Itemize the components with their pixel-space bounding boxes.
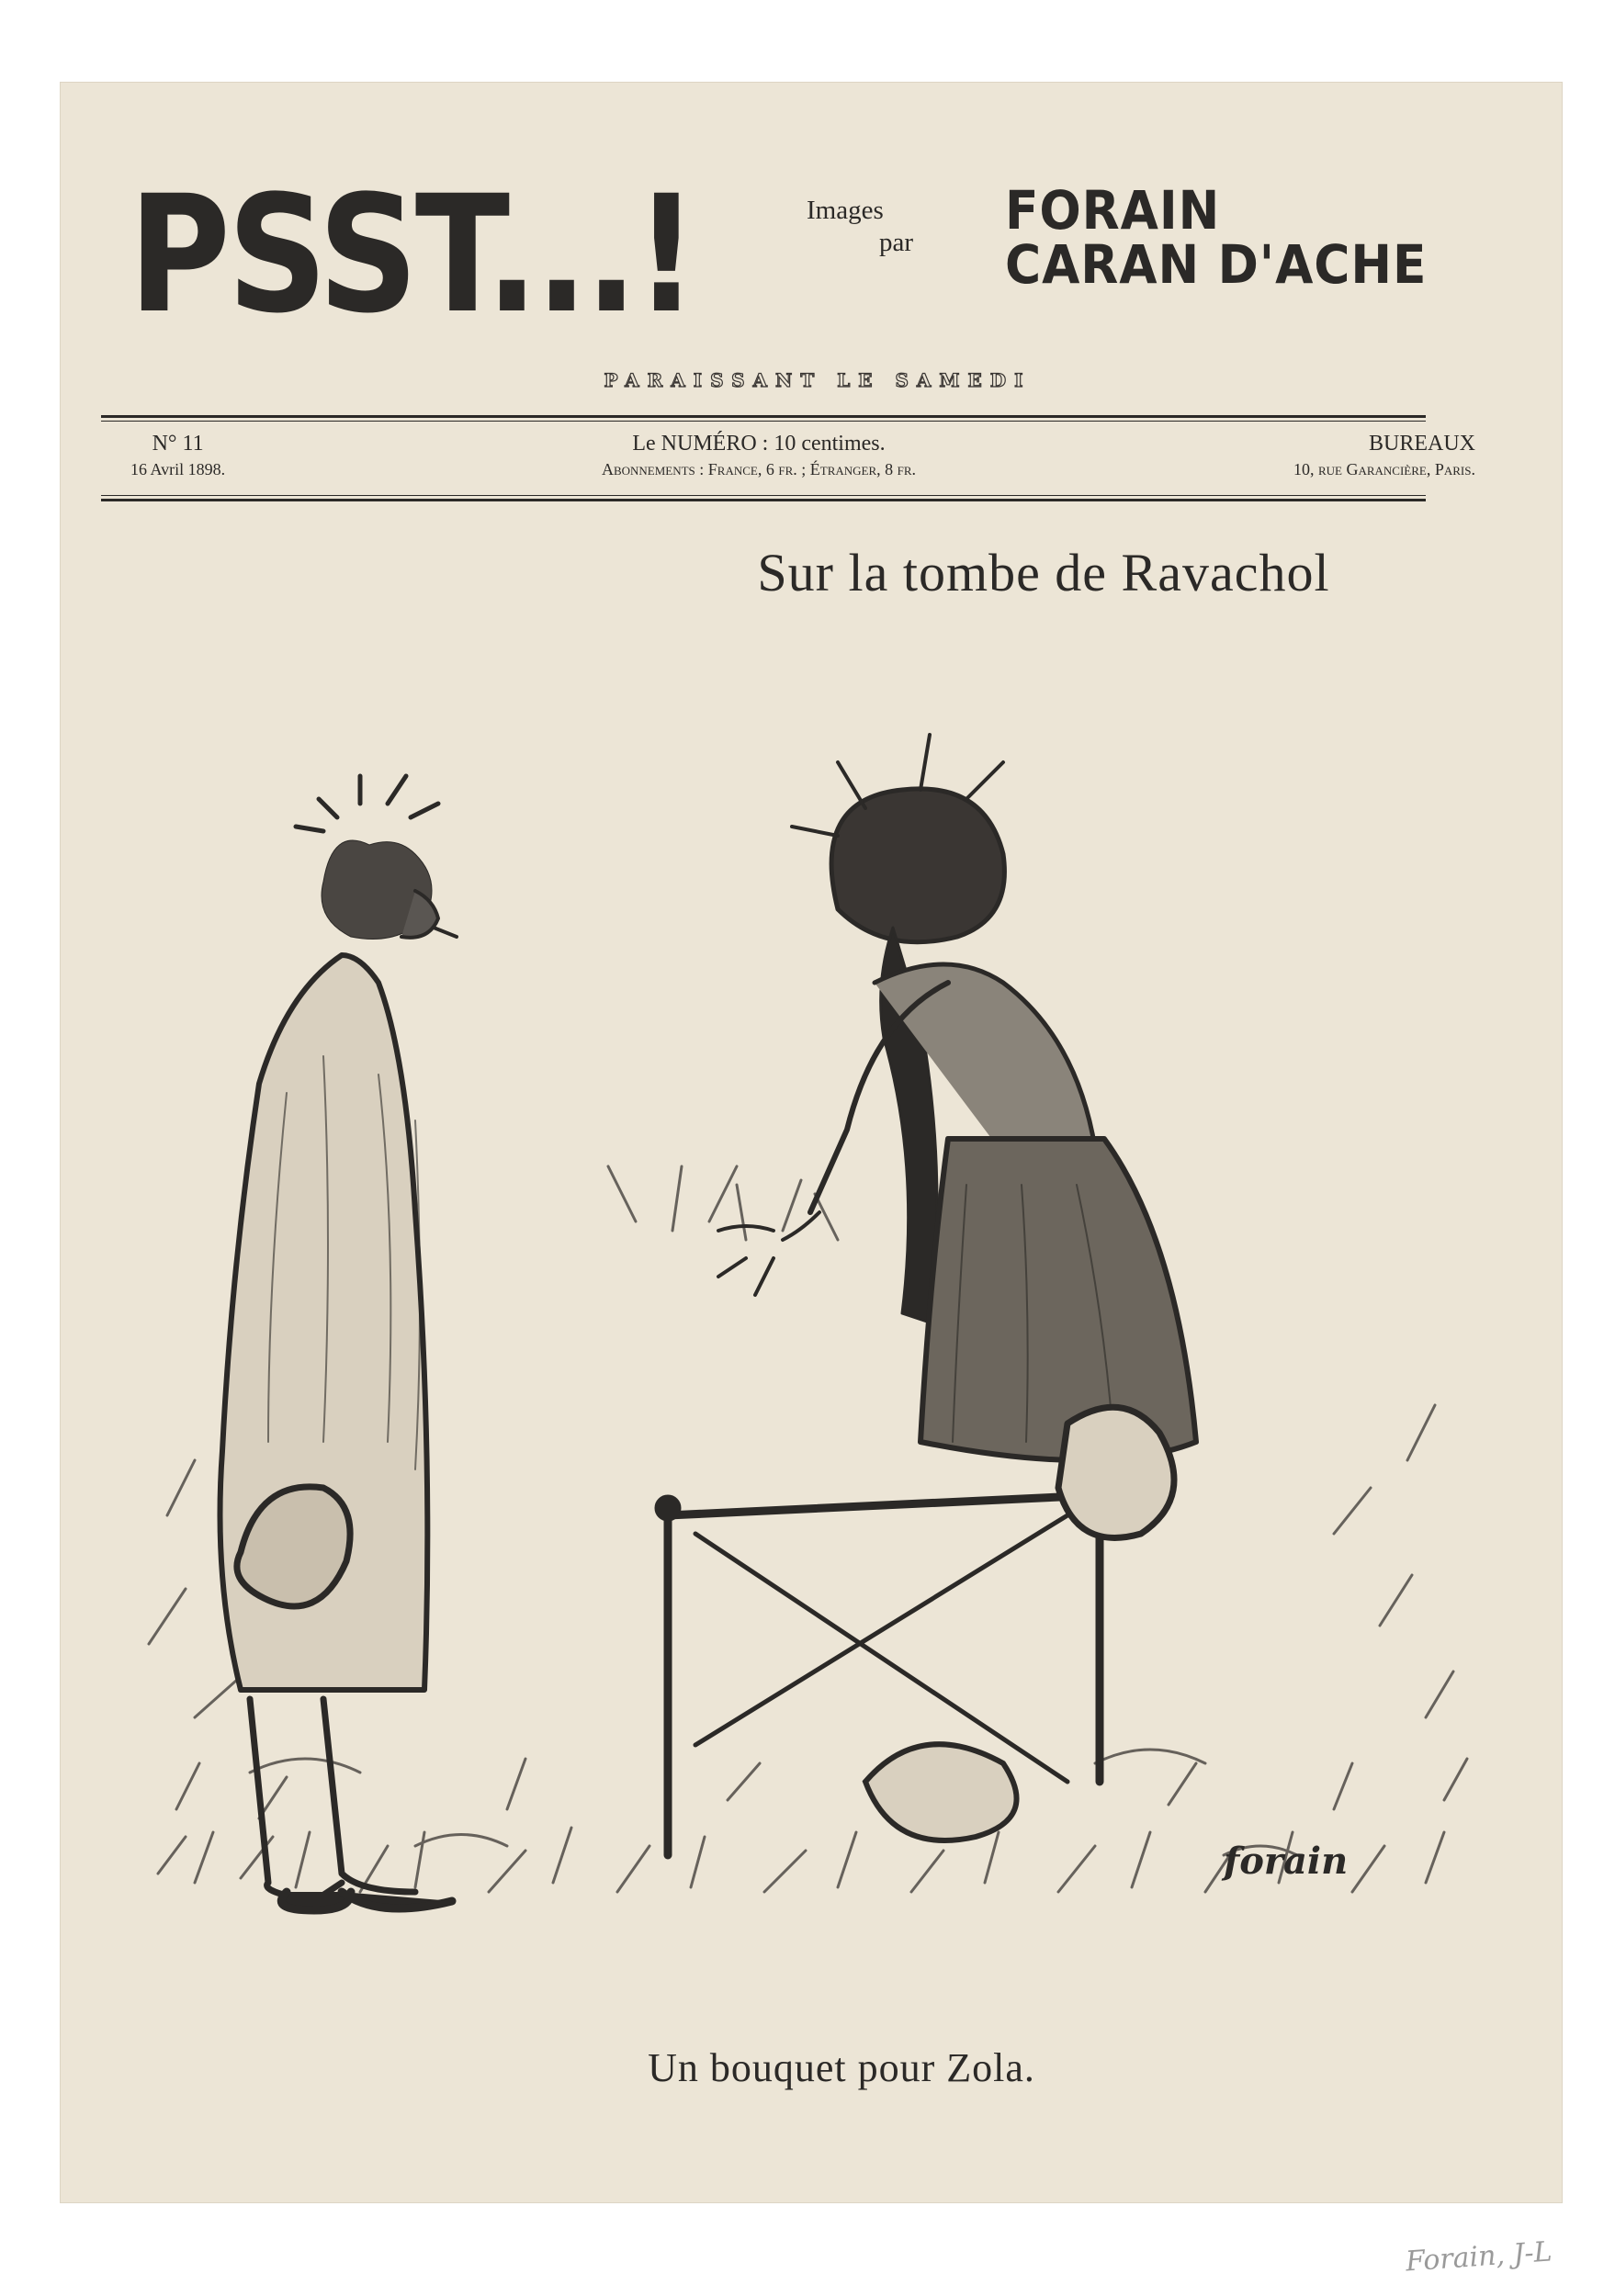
man-figure — [220, 776, 457, 1910]
bottom-rule-thin — [101, 495, 1426, 496]
price: Le NUMÉRO : 10 centimes. — [632, 432, 886, 456]
issue-info — [130, 432, 225, 479]
masthead-title: PSST...! — [129, 161, 695, 349]
newspaper-sheet — [61, 83, 1562, 2202]
artist-signature: forain — [1224, 1840, 1349, 1883]
artist-caran-dache: CARAN D'ACHE — [1005, 233, 1428, 297]
images-par-label — [807, 196, 926, 258]
issue-date: 16 Avril 1898. — [130, 460, 226, 478]
subscriptions: Abonnements : France, 6 fr. ; Étranger, 8 fr. — [601, 460, 917, 478]
cartoon-caption: Un bouquet pour Zola. — [648, 2045, 1035, 2090]
woman-figure — [718, 735, 1196, 1537]
cartoon-illustration — [140, 707, 1499, 1993]
cartoon-title: Sur la tombe de Ravachol — [757, 543, 1330, 602]
office-address: 10, rue Garancière, Paris. — [1293, 460, 1475, 478]
images-word: Images — [807, 196, 884, 225]
hat-on-grave — [865, 1744, 1017, 1840]
pencil-attribution: Forain, J-L — [1404, 2235, 1553, 2279]
masthead-subtitle: PARAISSANT LE SAMEDI — [604, 369, 1032, 391]
office-info — [1126, 432, 1475, 479]
issue-number: N° 11 — [152, 432, 204, 456]
top-rule-thin — [101, 421, 1426, 422]
top-rule — [101, 415, 1426, 418]
bottom-rule — [101, 499, 1426, 501]
artist-forain: FORAIN — [1005, 179, 1221, 242]
price-info — [520, 432, 998, 479]
artist-names — [1005, 179, 1463, 297]
par-word: par — [878, 228, 913, 257]
office-label: BUREAUX — [1368, 432, 1475, 456]
